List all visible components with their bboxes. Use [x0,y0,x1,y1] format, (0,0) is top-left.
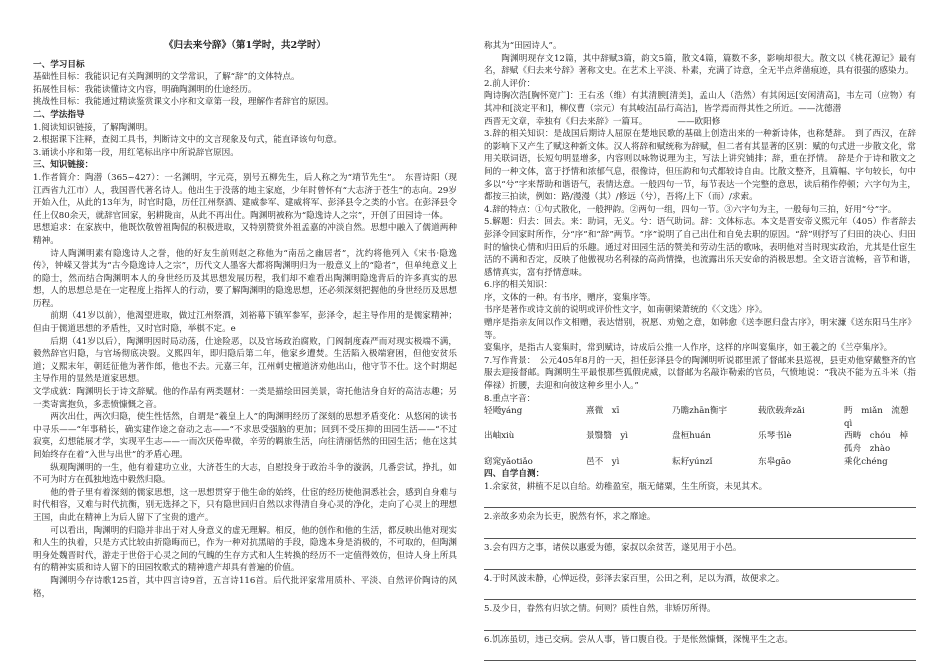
goal-item: 拓展性目标：我能读懂诗文内容，明确陶渊明的仕途经历。 [33,84,257,95]
pinyin-item: 西畴 chóu 棹孤舟 zhào [844,431,909,454]
paragraph: 称其为“田园诗人”。 [484,41,562,51]
pinyin-item: 乐琴书lè [758,431,792,442]
exercise-item: 3.会有四方之事，诸侯以惠爱为德，家叔以余贫苦，遂见用于小邑。 [484,542,742,553]
paragraph: 两次出仕，两次归隐，使生性恬然，自谓是“羲皇上人”的陶渊明经历了深刻的思想矛盾变化：从悠闲的读书中寻乐——“年事稍长，确实建作途之奋动之志——“不求思受强脑的更加；回到不受压抑的田园生活——“不过寂寞，幻想能展才学，实现平生志——一而次厌倦卑微，辛劳的羁旅生活，向往清丽恬然的田园生活；他在这其间始终存在着“入世与出世”的矛盾心理。 [33,412,457,460]
paragraph: 陶渊明今存诗歌125首，其中四言诗9首，五言诗116首。后代批评家常用质朴、平淡、自然评价陶诗的风格， [33,575,457,599]
paragraph: 8.重点字音： [484,393,536,404]
paragraph: 2.前人评价： [484,78,536,89]
section-heading: 四、自学自测： [484,469,545,480]
section-heading: 二、学法指导 [33,109,85,120]
pinyin-item: 轻飏yáng [484,406,523,417]
exercise-item: 6.饥冻虽切，违己交病。尝从人事，皆口腹自役。于是怅然慷慨，深愧平生之志。 [484,634,793,645]
paragraph: 3.辞的相关知识：是战国后期诗人屈原在楚地民歌的基础上创造出来的一种新诗体，也称楚辞。 到了西汉，在辞的影响下又产生了赋这种新文体。汉人将辞和赋统称为辞赋，但二者有其显著的区别：赋的句式进一步散文化，常用关联词语，长短句明显增多，内容则以咏物说理为主，写法上讲究铺排；辞，重在抒情。 辞是介于诗和散文之间的一种文体，富于抒情和浓郁气息，很像诗，但压韵和句式都较诗自由。比散文整齐，且篇幅、字句较长，句中多以“兮”字来帮助和谐语气，表情达意。一般四句一节，每节表达一个完整的意思，读后稍作停顿；六字句为主，都按三拍读，例如：路/漫漫（其）/修远（兮），吾将/上下（而）/求索。 [484,129,916,203]
pinyin-item: 窈窕yǎotiǎo [484,456,533,467]
left-column [33,40,457,600]
pinyin-item: 东皋gāo [758,456,791,467]
pinyin-item: 熹微 xī [586,406,620,417]
page-title: 《归去来兮辞》（第1学时，共2学时） [163,40,327,51]
pinyin-item: 乘化chéng [844,456,888,467]
paragraph: 6.序的相关知识： [484,280,553,291]
pinyin-item: 眄 miǎn 流憩qì [844,406,909,429]
paragraph: 西晋无文章，幸独有《归去来辞》一篇耳。 ——欧阳修 [484,116,721,127]
paragraph: 思想追求：在家族中，他既饮敬曾祖陶侃的积极进取，又特别赞赏外祖孟嘉的冲淡自然。思想中融入了儒道两种精神。 [33,223,457,246]
paragraph: 可以看出，陶渊明的归隐并非出于对人身意义的虚无理解。相反，他的创作和他的生活，都反映出他对现实和人生的执着，只是方式比较由折隐晦而已，作为一种对抗黑暗的手段，隐逸本身是消极的，不可取的，但陶渊明身处魏晋时代，游走于世俗于心灵之间的气魄的生存方式和人生转换的经历不一定值得效仿，但诗人身上所具有的精神实质和诗人留下的田园牧歌式的精神遗产却具有普遍的价值。 [33,525,457,574]
method-item: 3.诵读小序和第一段，用红笔标出序中所说辞官原因。 [33,147,239,158]
paragraph: 前期（41岁以前），他渴望进取，做过江州祭酒，刘裕幕下镇军参军，彭泽令，起主导作用的是儒家精神；但由于儒道思想的矛盾性，又时官时隐，举棋不定。e [33,311,457,335]
answer-line[interactable] [484,493,916,508]
section-heading: 三、知识链接： [33,160,94,171]
pinyin-item: 载欣载奔zǎi [758,406,805,417]
pinyin-item: 出岫xiù [484,431,515,442]
exercise-item: 5.及少日，眷然有归欤之情。何则？质性自然，非矫厉所得。 [484,604,716,615]
paragraph: 4.辞的特点：①句式散化，一般押韵。②两句一组，四句一节。③六字句为主，一般每句三拍，好用“兮”字。 [484,204,897,215]
answer-line[interactable] [484,646,916,661]
paragraph: 宴集序，是指古人宴集时，常到赋诗，诗成后公推一人作序，这样的序叫宴集序，如王羲之的《兰亭集序》。 [484,343,893,354]
paragraph: 诗人陶渊明素有隐逸诗人之誉，他的好友生前则赵之称他为“南岳之幽居者”，沈约将他列入《宋书·隐逸传》，钟嵘又誉其为“古今隐逸诗人之宗”，历代文人墨客大都将陶渊明归为一般意义上的“隐者”，但单纯意义上的隐士，然而结合陶渊明本人的身世经历及其思想发展历程，我们却不难看出陶渊明隐逸背后的许多真实的思想，人的思想总是在一定程度上指挥人的行动，要了解陶渊明的隐逸思想，还必须深刻把握他的身世经历及思想历程。 [33,248,457,309]
paragraph: 他的骨子里有着深刻的儒家思想，这一思想贯穿于他生命的始终，仕宦的经历使他洞悉社会，感到自身难与时代相容，又难与时代抗衡，别无选择之下，只有隐世回归自然以求得清自身心灵的净化，走向了心灵上的理想王国，由此在精神上为后人留下了宝贵的遗产。 [33,487,457,523]
paragraph: 5.解题：归去：回去。来：助词，无义。兮：语气助词。辞：文体标志。本文是晋安帝义熙元年（405）作者辞去彭泽令回家时所作，分“序”和“辞”两节。“序”说明了自己出仕和自免去职的原因。“辞”则抒写了归田的决心、归田时的愉快心情和归田后的乐趣。通过对田园生活的赞美和劳动生活的歌咏，表明他对当时现实政治，尤其是仕宦生活的不满和否定，反映了他傲视功名利禄的高尚情操，也流露出乐天安命的消极思想。全文语言流畅，音节和谐，感情真实，富有抒情意味。 [484,217,916,278]
answer-line[interactable] [484,555,916,570]
paragraph: 1.作者简介：陶潜（365~427）：一名渊明，字元亮，别号五柳先生，后人称之为“靖节先生”。 东晋诗阳（现江西省九江市）人，我国晋代著名诗人。他出生于没落的地主家庭，少年时曾怀有“大志济于苍生”的志向。29岁开始入仕，从此的13年为，时官时隐，历任江州祭酒、建威参军、建威将军、彭泽县令之类的小官。在彭泽县令任上仅80余天，就辞官回家，躬耕陇亩，从此不再出仕。陶渊明被称为“隐逸诗人之宗”，开创了田园诗一体。 [33,172,457,221]
pinyin-item: 耘耔yúnzǐ [672,456,713,467]
paragraph: 书序是著作或诗文前的说明或评价性文字，如南朝梁萧统的《〈文选〉序》。 [484,305,768,316]
paragraph: 文学成就：陶渊明长于诗文辞赋。他的作品有两类题材：一类是描绘田园美景，寄托他洁身自好的高洁志趣；另一类寄寓抱负，多悲愤慷慨之音。 [33,387,457,410]
paragraph: 后期（41岁以后），陶渊明因时局动荡，仕途险恶，以及官场政治腐败，门阀制度森严而对现实极端不满，毅然辞官归隐，与官场彻底决裂。义熙四年，即归隐后第二年，他家乡遭焚。生活陷入极端窘困，但他安贫乐道；义熙末年，朝廷征他为著作郎，他也不去。元嘉三年，江州刺史檀道济劝他出山，他守节不仕。这个时期起主导作用的显然是道家思想。 [33,336,457,385]
pinyin-item: 盘桓huán [672,431,711,442]
answer-line[interactable] [484,585,916,600]
paragraph: 陶诗胸次浩[胸怀宽广]：王右丞（维）有其清腴[清美]，孟山人（浩然）有其闲远[安闲清高]，韦左司（应物）有其冲和[淡定平和]，柳仪曹（宗元）有其峻洁[品行高洁]，皆学焉而得其性之所近。——沈德潜 [484,91,916,114]
method-item: 1.阅读知识链接，了解陶渊明。 [33,122,153,133]
pinyin-item: 乃瞻zhān衡宇 [672,406,728,417]
exercise-item: 1.余家贫，耕植不足以自给。幼稚盈室，瓶无储粟，生生所资，未见其术。 [484,481,768,492]
paragraph: 序，文体的一种。有书序，赠序，宴集序等。 [484,292,656,303]
exercise-item: 2.亲故多劝余为长吏，脱然有怀，求之靡途。 [484,512,656,523]
method-item: 2.根据课下注释，查阅工具书，判断诗文中的文言现象及句式，能直译该句句意。 [33,135,342,146]
goal-item: 挑战性目标：我能通过精读鉴赏课文小序和文章第一段，理解作者辞官的原因。 [33,97,334,108]
answer-line[interactable] [484,524,916,539]
pinyin-item: 邑不 yì [586,456,620,467]
pinyin-list [484,405,916,468]
exercise-item: 4.于时风波未静，心惮远役，彭泽去家百里，公田之利，足以为酒，故便求之。 [484,573,785,584]
paragraph: 纵观陶渊明的一生，他有着建功立业，大济苍生的大志，自慰投身于政治斗争的漩涡，几番尝试，挣扎，如不可为时方在孤独地选中毅然归隐。 [33,462,457,486]
pinyin-item: 景翳翳 yì [586,431,628,442]
paragraph: 赠序是指亲友间以作文相赠，表达惜别，祝愿、劝勉之意，如韩愈《送李愿归盘古序》，明宋濂《送东阳马生序》等。 [484,318,916,341]
paragraph: 7.写作背景： 公元405年8月的一天，担任彭泽县令的陶渊明听说郡里派了督邮来县巡视，县吏劝他穿戴整齐的官服去迎接督邮。陶渊明生平最恨那些狐假虎威，以督邮为名敲诈勒索的官员，气愤地说：“我决不能为五斗米（指俸禄）折腰，去迎和向彼这种乡里小人。” [484,355,916,392]
section-heading: 一、学习目标 [33,59,85,70]
answer-line[interactable] [484,616,916,631]
right-column [484,40,916,664]
goal-item: 基础性目标：我能识记有关陶渊明的文学常识，了解“辞”的文体特点。 [33,72,300,83]
paragraph: 陶渊明现存文12篇，其中辞赋3篇，韵文5篇，散文4篇，篇数不多，影响却很大。散文以《桃花源记》最有名，辞赋《归去来兮辞》著称文史。在艺术上平淡、朴素，充满了诗意，全无半点斧凿痕迹，具有很强的感染力。 [484,53,916,77]
